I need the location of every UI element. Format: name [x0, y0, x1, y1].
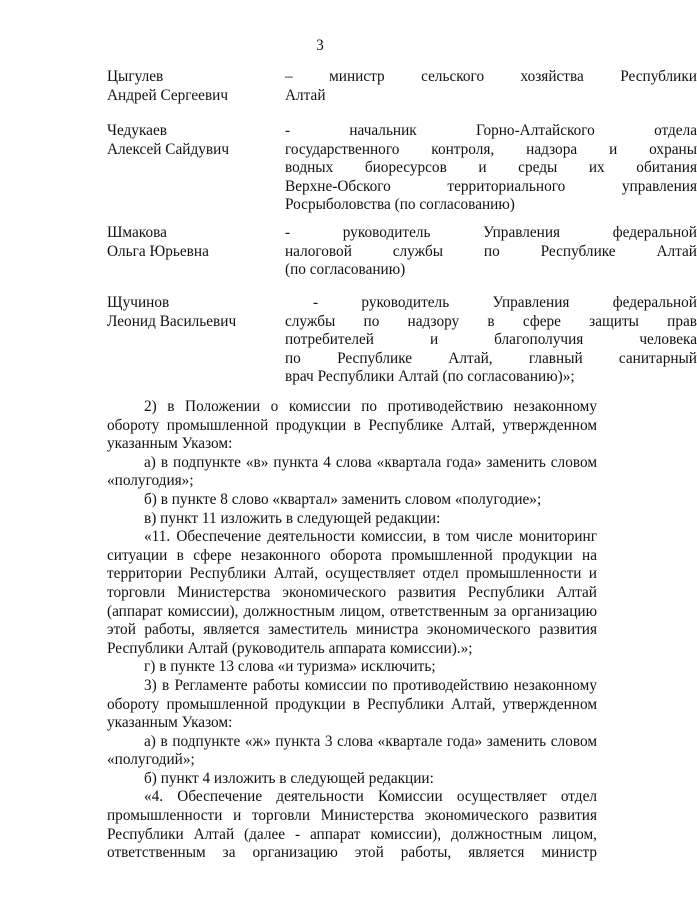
text-line: Республики Алтай (руководитель аппарата комиссии).»; — [107, 639, 473, 657]
member-role — [285, 294, 697, 387]
text-line: торговли Министерства экономического развития Республики Алтай — [107, 583, 597, 601]
text-line: а) в подпункте «в» пункта 4 слова «квартала года» заменить словом — [144, 453, 597, 471]
paragraph — [107, 677, 597, 733]
member-given-name: Андрей Сергеевич — [107, 86, 229, 104]
member-given-name: Алексей Сайдувич — [107, 140, 230, 158]
text-line: г) в пункте 13 слова «и туризма» исключить; — [144, 658, 436, 676]
member-name — [107, 224, 277, 261]
role-line: - руководитель Управления федеральной — [285, 224, 697, 241]
role-line: налоговой службы по Республике Алтай — [285, 242, 697, 260]
role-line: по Республике Алтай, главный санитарный — [285, 349, 697, 367]
paragraph — [107, 528, 597, 658]
text-line: б) пункт 4 изложить в следующей редакции: — [144, 769, 434, 787]
paragraph — [107, 398, 597, 454]
text-line: ситуации в сфере незаконного оборота промышленной продукции на — [107, 546, 597, 564]
text-line: в) пункт 11 изложить в следующей редакции: — [144, 509, 441, 527]
role-line: - руководитель Управления федеральной — [313, 294, 697, 311]
role-line: службы по надзору в сфере защиты прав — [285, 312, 697, 330]
text-line: 2) в Положении о комиссии по противодействию незаконному — [144, 398, 597, 415]
text-line: (аппарат комиссии), должностным лицом, ответственным за организацию — [107, 602, 597, 620]
text-line: территории Республики Алтай, осуществляет отдел промышленности и — [107, 565, 597, 583]
member-given-name: Леонид Васильевич — [107, 312, 237, 330]
role-line: Росрыболовства (по согласованию) — [285, 196, 515, 214]
text-line: «полугодия»; — [107, 472, 194, 490]
member-role — [285, 224, 697, 280]
role-line: Верхне-Обского территориального управления — [285, 177, 697, 195]
paragraph — [107, 454, 597, 491]
member-role — [285, 122, 697, 215]
role-line: – министр сельского хозяйства Республики — [285, 68, 697, 85]
text-line: указанным Указом: — [107, 714, 233, 732]
member-surname: Чедукаев — [107, 122, 167, 139]
role-line: государственного контроля, надзора и охраны — [285, 140, 697, 158]
document-body — [107, 398, 597, 863]
page-number: 3 — [316, 37, 324, 54]
role-line: (по согласованию) — [285, 261, 406, 279]
text-line: а) в подпункте «ж» пункта 3 слова «квартале года» заменить словом — [144, 732, 597, 750]
member-surname: Шмакова — [107, 224, 167, 241]
paragraph — [107, 658, 597, 677]
paragraph — [107, 510, 597, 529]
paragraph — [107, 491, 597, 510]
role-line: Алтай — [285, 86, 326, 104]
text-line: Республики Алтай (далее - аппарат комиссии), должностным лицом, — [107, 825, 597, 843]
role-line: потребителей и благополучия человека — [285, 331, 697, 349]
text-line: б) в пункте 8 слово «квартал» заменить словом «полугодие»; — [144, 490, 542, 508]
member-surname: Щучинов — [107, 294, 170, 311]
text-line: «полугодий»; — [107, 751, 195, 769]
text-line: обороту промышленной продукции в Республике Алтай, утвержденном — [107, 416, 597, 434]
member-name — [107, 294, 277, 331]
paragraph — [107, 788, 597, 862]
member-role — [285, 68, 697, 105]
member-name — [107, 68, 277, 105]
paragraph — [107, 733, 597, 770]
text-line: этой работы, является заместитель министра экономического развития — [107, 621, 597, 639]
text-line: промышленности и торговли Министерства экономического развития — [107, 807, 597, 825]
text-line: ответственным за организацию этой работы, является министр — [107, 844, 597, 862]
role-line: водных биоресурсов и среды их обитания — [285, 159, 697, 177]
text-line: «11. Обеспечение деятельности комиссии, в том числе мониторинг — [144, 528, 597, 546]
role-line: врач Республики Алтай (по согласованию)»; — [285, 368, 575, 386]
text-line: «4. Обеспечение деятельности Комиссии осуществляет отдел — [144, 788, 597, 806]
member-name — [107, 122, 277, 159]
text-line: обороту промышленной продукции в Республики Алтай, утвержденном — [107, 695, 597, 713]
member-surname: Цыгулев — [107, 68, 164, 85]
text-line: указанным Указом: — [107, 435, 233, 453]
text-line: 3) в Регламенте работы комиссии по противодействию незаконному — [144, 676, 597, 694]
role-line: - начальник Горно-Алтайского отдела — [285, 122, 697, 139]
member-given-name: Ольга Юрьевна — [107, 242, 209, 260]
paragraph — [107, 770, 597, 789]
